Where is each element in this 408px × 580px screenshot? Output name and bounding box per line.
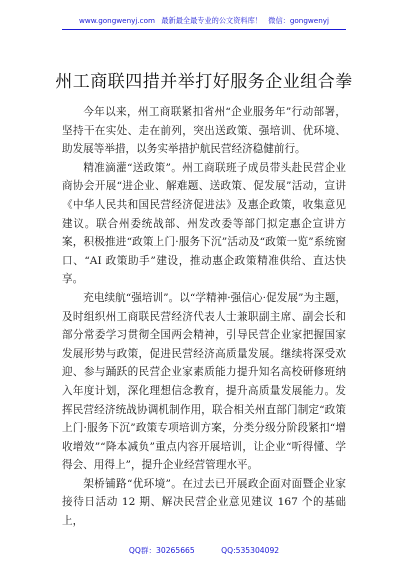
- document-title: 州工商联四措并举打好服务企业组合拳: [55, 72, 353, 92]
- site-url[interactable]: www.gongwenyj.com: [78, 16, 156, 25]
- paragraph-training: 充电续航“强培训”。以“学精神·强信心·促发展”为主题，及时组织州工商联民营经济代表人士兼职副主席、副会长和部分常委学习贯彻全国两会精神，引导民营企业家把握国家发展形势与政策，促进民营经济高质量发展。继续将深受欢迎、参与踊跃的民营企业家素质能力提升知名高校研修班纳入年度计划，深化理想信念教育，提升高质量发展能力。发挥民营经济统战协调机制作用，联合相关州直部门制定“政策上门·服务下沉”政策专项培训方案，分类分级分阶段紧扣“增收增效”“降本减负”重点内容开展培训，让企业“听得懂、学得会、用得上”，提升企业经营管理水平。: [62, 291, 346, 472]
- header-divider: [62, 29, 346, 30]
- qq-number: QQ:535304092: [221, 546, 280, 555]
- paragraph-environment: 架桥铺路“优环境”。在过去已开展政企面对面暨企业家接待日活动 12 期、解决民营企业意见建议 167 个的基础上，: [62, 477, 346, 528]
- paragraph-policy: 精准滴灌“送政策”。州工商联班子成员带头赴民营企业商协会开展“进企业、解难题、送政策、促发展”活动，宣讲《中华人民共和国民营经济促进法》及惠企政策，收集意见建议。联合州委统战部、州发改委等部门拟定惠企宣讲方案，积极推进“政策上门·服务下沉”活动及“政策一览”系统窗口、“AI 政策助手”建设，推动惠企政策精准供给、直达快享。: [62, 161, 346, 286]
- qq-group: QQ群：30265665: [128, 546, 195, 555]
- paragraph-intro: 今年以来，州工商联紧扣省州“企业服务年”行动部署，坚持干在实处、走在前列，突出送政策、强培训、优环境、助发展等举措，以务实举措护航民营经济稳健前行。: [62, 106, 346, 156]
- site-header: [0, 16, 408, 26]
- wechat-id: 微信：gongwenyj: [268, 16, 330, 25]
- document-body: [62, 103, 346, 531]
- site-footer: [0, 545, 408, 556]
- site-slogan: 最新最全最专业的公文资料库！: [161, 16, 262, 25]
